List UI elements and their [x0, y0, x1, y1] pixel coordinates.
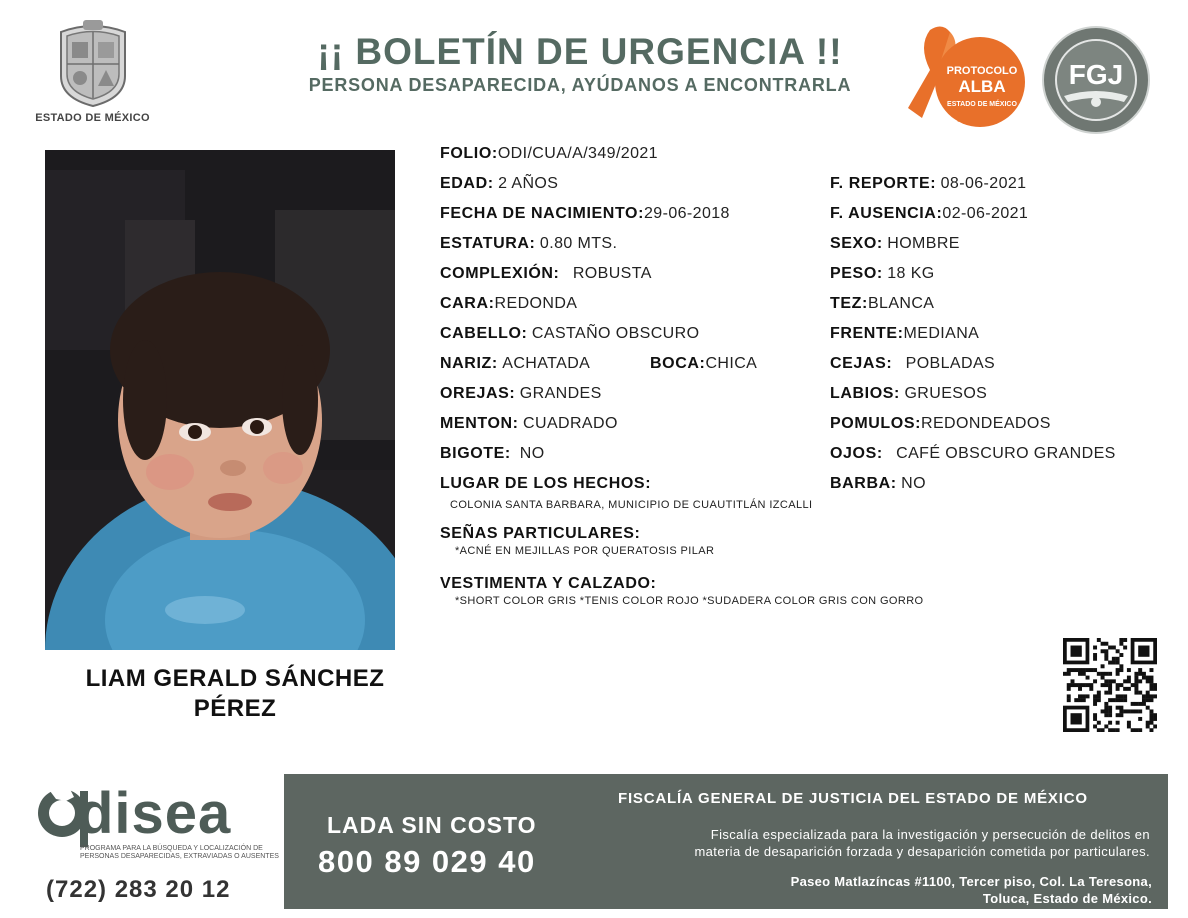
state-label: ESTADO DE MÉXICO — [35, 112, 150, 124]
field-value: GRUESOS — [904, 385, 988, 402]
field-label: FOLIO: — [440, 145, 498, 162]
field-label: EDAD: — [440, 175, 494, 192]
field-f-ausencia — [830, 204, 1028, 224]
state-logo — [30, 18, 155, 130]
field-peso — [830, 264, 935, 284]
bulletin-header — [250, 30, 910, 96]
field-cejas — [830, 354, 995, 374]
field-label: LABIOS: — [830, 385, 900, 402]
fiscalia-desc-line2: materia de desaparición forzada y desaparición cometida por particulares. — [694, 844, 1150, 859]
field-label: F. AUSENCIA: — [830, 205, 943, 222]
field-value: 29-06-2018 — [644, 205, 730, 222]
awareness-ribbon-icon — [900, 22, 1030, 134]
fiscalia-desc-line1: Fiscalía especializada para la investigación y persecución de delitos en — [710, 827, 1150, 842]
person-name — [40, 664, 430, 724]
field-value: ODI/CUA/A/349/2021 — [497, 145, 658, 162]
field-label: LUGAR DE LOS HECHOS: — [440, 475, 652, 492]
field-value: GRANDES — [519, 385, 602, 402]
senas-value: *ACNÉ EN MEJILLAS POR QUERATOSIS PILAR — [455, 545, 715, 557]
person-photo — [45, 150, 395, 650]
fgj-logo — [1040, 24, 1152, 136]
field-orejas — [440, 384, 602, 404]
field-value: 2 AÑOS — [498, 175, 559, 192]
field-label: POMULOS: — [830, 415, 922, 432]
fiscalia-title: FISCALÍA GENERAL DE JUSTICIA DEL ESTADO DE MÉXICO — [618, 790, 1088, 807]
qr-code[interactable] — [1063, 638, 1157, 732]
field-label: OJOS: — [830, 445, 883, 462]
person-name-line2: PÉREZ — [193, 695, 277, 722]
field-label: CABELLO: — [440, 325, 528, 342]
field-nariz — [440, 354, 590, 374]
alba-line3: ESTADO DE MÉXICO — [947, 101, 1017, 108]
field-folio — [440, 144, 658, 164]
vestimenta-value: *SHORT COLOR GRIS *TENIS COLOR ROJO *SUDADERA COLOR GRIS CON GORRO — [455, 595, 924, 607]
field-frente — [830, 324, 979, 344]
field-value: REDONDEADOS — [921, 415, 1051, 432]
page-subtitle: PERSONA DESAPARECIDA, AYÚDANOS A ENCONTRARLA — [308, 75, 852, 95]
field-fecha-nacimiento — [440, 204, 730, 224]
field-label: F. REPORTE: — [830, 175, 937, 192]
field-value: 18 KG — [887, 265, 935, 282]
field-tez — [830, 294, 934, 314]
field-value: 02-06-2021 — [942, 205, 1029, 222]
field-label: TEZ: — [830, 295, 868, 312]
field-sexo — [830, 234, 960, 254]
qr-code-icon — [1063, 638, 1157, 732]
field-value: POBLADAS — [905, 355, 996, 372]
field-value: MEDIANA — [903, 325, 980, 342]
field-lugar-hechos — [440, 474, 651, 494]
field-ojos — [830, 444, 1116, 464]
field-value: CAFÉ OBSCURO GRANDES — [896, 445, 1116, 462]
field-barba — [830, 474, 926, 494]
field-value: CUADRADO — [523, 415, 618, 432]
fgj-label: FGJ — [1068, 59, 1124, 90]
field-value: REDONDA — [494, 295, 578, 312]
field-boca — [650, 354, 757, 374]
alba-line2: ALBA — [958, 77, 1006, 96]
fiscalia-description — [600, 826, 1150, 860]
field-value: 08-06-2021 — [940, 175, 1027, 192]
field-label: SEÑAS PARTICULARES: — [440, 525, 641, 542]
field-label: BARBA: — [830, 475, 897, 492]
odisea-brand: disea — [78, 781, 232, 846]
field-label: PESO: — [830, 265, 883, 282]
address-line1: Paseo Matlazíncas #1100, Tercer piso, Col. La Teresona, — [790, 874, 1152, 889]
field-labios — [830, 384, 987, 404]
field-label: FRENTE: — [830, 325, 904, 342]
field-complexion — [440, 264, 652, 284]
lada-label: LADA SIN COSTO — [327, 812, 537, 838]
field-label: COMPLEXIÓN: — [440, 265, 560, 282]
field-label: NARIZ: — [440, 355, 498, 372]
field-value: ACHATADA — [502, 355, 591, 372]
fiscalia-address — [640, 873, 1152, 907]
field-value: ROBUSTA — [572, 265, 652, 282]
coat-of-arms-icon — [53, 18, 133, 108]
field-label: BIGOTE: — [440, 445, 511, 462]
field-menton — [440, 414, 618, 434]
field-cabello — [440, 324, 699, 344]
field-edad — [440, 174, 558, 194]
field-estatura — [440, 234, 617, 254]
odisea-program-note: PROGRAMA PARA LA BÚSQUEDA Y LOCALIZACIÓN DE PERSONAS DESAPARECIDAS, EXTRAVIADAS O AUSENTES — [80, 845, 279, 860]
field-vestimenta — [440, 574, 656, 594]
field-cara — [440, 294, 577, 314]
field-label: CEJAS: — [830, 355, 893, 372]
field-pomulos — [830, 414, 1051, 434]
field-label: SEXO: — [830, 235, 883, 252]
field-value: 0.80 MTS. — [539, 235, 618, 252]
lugar-hechos-value: COLONIA SANTA BARBARA, MUNICIPIO DE CUAUTITLÁN IZCALLI — [450, 499, 813, 511]
field-senas — [440, 524, 640, 544]
field-value: CASTAÑO OBSCURO — [531, 325, 700, 342]
field-value: HOMBRE — [887, 235, 960, 252]
field-label: OREJAS: — [440, 385, 516, 402]
field-f-reporte — [830, 174, 1026, 194]
field-label: FECHA DE NACIMIENTO: — [440, 205, 644, 222]
fgj-seal-icon — [1040, 24, 1152, 136]
child-portrait-illustration — [45, 150, 395, 650]
page-title: ¡¡ BOLETÍN DE URGENCIA !! — [317, 31, 843, 72]
lada-number[interactable]: 800 89 029 40 — [318, 844, 536, 879]
odisea-phone[interactable]: (722) 283 20 12 — [46, 876, 231, 903]
field-value: NO — [901, 475, 926, 492]
field-label: CARA: — [440, 295, 495, 312]
person-name-line1: LIAM GERALD SÁNCHEZ — [85, 665, 385, 692]
field-bigote — [440, 444, 545, 464]
field-label: ESTATURA: — [440, 235, 536, 252]
alba-line1: PROTOCOLO — [946, 65, 1018, 77]
field-label: BOCA: — [650, 355, 706, 372]
field-value: CHICA — [705, 355, 758, 372]
field-label: VESTIMENTA Y CALZADO: — [440, 575, 657, 592]
address-line2: Toluca, Estado de México. — [982, 891, 1152, 906]
protocolo-alba-logo — [900, 22, 1030, 134]
field-label: MENTON: — [440, 415, 519, 432]
field-value: NO — [519, 445, 545, 462]
field-value: BLANCA — [867, 295, 935, 312]
